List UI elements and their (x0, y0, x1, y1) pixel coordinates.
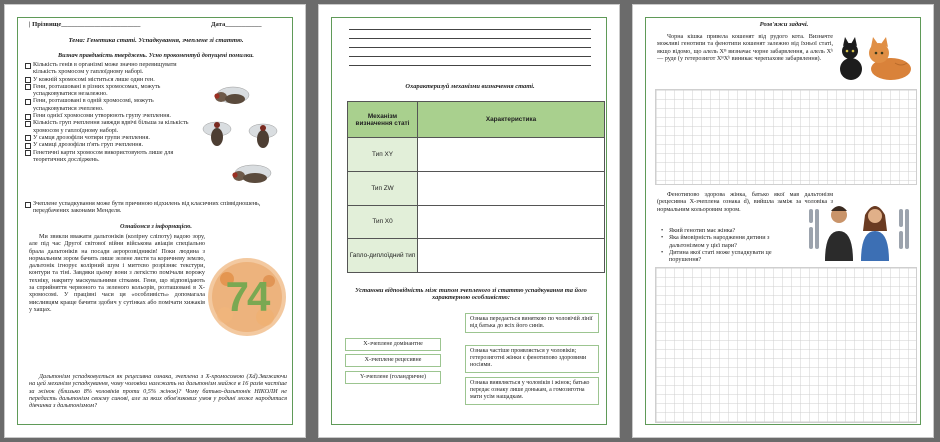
statement-item[interactable]: Кількість груп зчеплення завжди вдвічі більша за кількість хромосом у гаплоїдному наборі. (25, 119, 197, 134)
cats-illustration (835, 35, 917, 81)
worksheet-page-2 (318, 4, 620, 438)
table-header-mechanism: Механізм визначення статі (348, 102, 418, 138)
match-type-card[interactable]: Х-зчеплене домінантне (345, 338, 441, 351)
match-type-card[interactable]: Х-зчеплене рецесивне (345, 354, 441, 367)
table-row-label: Тип ZW (348, 171, 418, 205)
table-answer-cell[interactable] (418, 239, 605, 273)
info-text: Ми звикли вважати дальтоніків (колірну сліпоту) вадою зору, але під час Другої світової війни військова авіація спеціально брала дальтоніків на посади аеророзвідників! Поки людина з нормальним зором бачить лише зелене листя та коричневу землю, дальтонік ігнорує колірний шум і миттєво розрізняє текстури, контури та тіні. Завдяки цьому вони з легкістю помічали ворожу техніку, накриту маскувальними сітками. Гени, що відповідають за сприйняття червоного та зеленого кольорів, розташовані в Х-хромосомі. У працівні часи ця «особливість» допомагала мисливцям краще бачити здобич у сутінках або помічати хижаків у хащах. (29, 233, 205, 313)
statement-item[interactable]: Кількість генів в організмі може значно перевищувати кількість хромосом у гаплоїдному наборі. (25, 61, 197, 76)
statements-list-tail (25, 200, 287, 215)
fly-icon (249, 124, 277, 148)
chromosome-icon (809, 209, 819, 249)
task2-heading: Ознайомся з інформацією. (120, 223, 192, 230)
statement-item[interactable]: У кожній хромосомі міститься лише один ген. (25, 76, 197, 83)
worksheet-page-3 (632, 4, 934, 438)
task1-heading: Визнач правдивість тверджень. Усно прокоментуй допущені помилки. (58, 52, 254, 59)
woman-icon (861, 206, 889, 261)
table-header-characteristic: Характеристика (418, 102, 605, 138)
statement-item[interactable]: У самиці дрозофіли п'ять груп зчеплення. (25, 141, 197, 148)
mechanisms-heading: Охарактеризуй механізми визначення статі. (405, 83, 535, 90)
question-item: • Яка ймовірність народження дитини з дальтонізмом у цієї пари? (659, 234, 799, 249)
problems-title: Розв'яжи задачі. (759, 21, 809, 28)
question-item: • Дитина якої статі може успадкувати це порушення? (659, 249, 799, 264)
worksheet-title: Тема: Генетика статі. Успадкування, зчеплене зі статтю. (68, 37, 244, 44)
ishihara-number: 74 (225, 273, 269, 320)
match-feature-card[interactable]: Ознака передається виняткою по чоловічій лінії від батька до всіх його синів. (465, 313, 599, 333)
match-type-card[interactable]: Y-зчеплене (голандричне) (345, 371, 441, 384)
table-row-label: Тип XY (348, 138, 418, 172)
statement-item[interactable]: Гени, розташовані в різних хромосомах, можуть успадковуватися незалежно. (25, 83, 197, 98)
answer-line[interactable] (349, 47, 591, 48)
matching-heading: Установи відповідність між типом зчепленого зі статтю успадкування та його характерною особливістю: (355, 287, 587, 302)
ginger-cat-icon (869, 37, 911, 80)
man-icon (825, 206, 853, 261)
statements-list (25, 61, 197, 163)
answer-line[interactable] (349, 65, 591, 66)
statement-item[interactable]: Генетичні карти хромосом використовують лише для теоретичних досліджень. (25, 149, 197, 164)
fly-icon (214, 87, 249, 104)
black-cat-icon (840, 37, 862, 80)
table-row-label: Гапло-диплоїдний тип (348, 239, 418, 273)
answer-grid-2[interactable] (655, 267, 917, 423)
statement-item[interactable]: Зчеплене успадкування може бути причиною відхилень від класичних співвідношень, передбачених законами Менделя. (25, 200, 287, 215)
statement-item[interactable]: Гени однієї хромосоми утворюють групу зчеплення. (25, 112, 197, 119)
chromosome-icon (899, 209, 909, 249)
mechanisms-table (347, 101, 605, 273)
question-item: • Який генотип має жінка? (659, 227, 799, 234)
answer-grid-1[interactable] (655, 89, 917, 185)
problem-2-questions (659, 227, 799, 263)
answer-line[interactable] (349, 38, 591, 39)
problem-2-text: Фенотипово здорова жінка, батько якої мав дальтонізм (рецесивна Х-зчеплена ознака d), вийшла заміж за чоловіка з нормальним кольоровим зором. (657, 191, 833, 213)
final-question: Дальтонізм успадковується як рецесивна ознака, зчеплена з Х-хромосомою (Хd).Зважаючи на цей механізм успадкування, чому чоловіки належать на дальтонізм майже в 16 разів частіше за жінок (близько 8% чоловіків проти 0,5% жінок)? Чому батько-дальтонік НІКОЛИ не передасть дальтонізм своєму синові, але за яких обов'язкових умов у родині може народитися дівчинка з дальтонізмом? (29, 373, 287, 410)
ishihara-plate (207, 257, 287, 337)
fly-icon (232, 165, 271, 183)
fruit-flies-illustration (199, 75, 291, 195)
table-answer-cell[interactable] (418, 205, 605, 239)
answer-line[interactable] (349, 56, 591, 57)
surname-field[interactable]: | Прізвище________________________ (29, 21, 141, 28)
answer-line[interactable] (349, 29, 591, 30)
people-illustration (803, 201, 917, 261)
fly-icon (203, 122, 231, 146)
statement-item[interactable]: У самця дрозофіли чотири групи зчеплення. (25, 134, 197, 141)
worksheet-page-1 (4, 4, 306, 438)
problem-1-text: Чорна кішка привела кошенят від рудого кота. Визначте можливі генотипи та фенотипи кошенят залежно від їхньої статі, якщо відомо, що алель Xᴮ визначає чорне забарвлення, а алель Xᵇ — руде (у гетерозигот XᴮXᵇ виникає черепахове забарвлення). (657, 33, 833, 62)
statement-item[interactable]: Гени, розташовані в одній хромосомі, можуть успадковуватися зчеплено. (25, 97, 197, 112)
table-answer-cell[interactable] (418, 138, 605, 172)
table-answer-cell[interactable] (418, 171, 605, 205)
match-feature-card[interactable]: Ознака виявляється у чоловіків і жінок; батько передає ознаку лише донькам, а гомозиготна мати усім нащадкам. (465, 377, 599, 405)
date-field[interactable]: Дата___________ (211, 21, 262, 28)
table-row-label: Тип X0 (348, 205, 418, 239)
match-feature-card[interactable]: Ознака частіше проявляється у чоловіків; гетерозиготні жінки є фенотипово здоровими носіями. (465, 345, 599, 373)
